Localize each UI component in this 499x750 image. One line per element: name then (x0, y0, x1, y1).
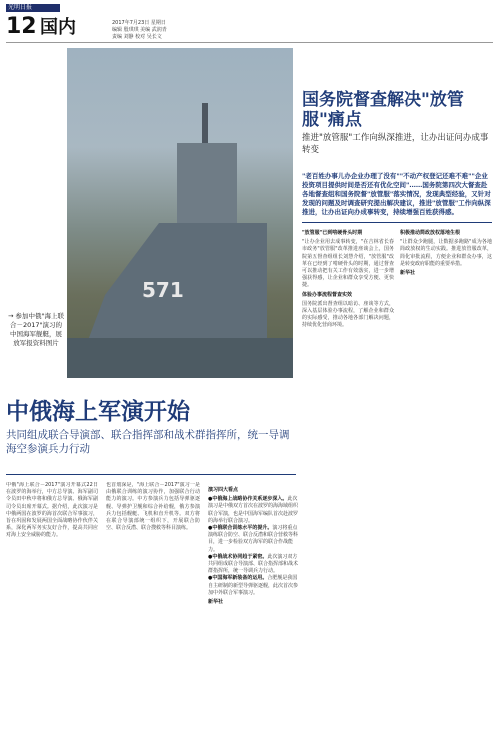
caption-text: 参加中俄"海上联合－2017"演习的中国海军舰艇，展放军报资料图片 (9, 312, 65, 347)
main-article-title: 中俄海上军演开始 (6, 399, 190, 425)
photo-caption (8, 312, 64, 348)
right-article-lead: "老百姓办事儿办企业办理了没有""不动产权登记还难不难""企业投资项目提供时间是否还有优化空间"……国务院第四次大督查赴各地督查组和国务院督"放管服"落实情况，发现典型经验，又针对发现的问题及时调查研究提出解决建议，推进"放管服"工作向纵深推进，让办出证向办成事转变，持续增强百姓获得感。 (302, 172, 491, 216)
right-section-text: "让群众少跑腿，让数据多跑路"成为各地简政放权的生动实践。推进放管服改革，简化审批流程，方便企业和群众办事，这是转变政府职能的重要举措。 (400, 239, 492, 267)
main-article-highlights (208, 485, 298, 608)
right-article-column-2 (400, 228, 492, 744)
ship-superstructure (177, 143, 237, 233)
highlight-item: ●中国海军新装备的运用。合肥舰是我国自主研制的新型导弹驱逐舰，此次首次参加中外联合军事演习。 (208, 575, 299, 596)
right-section-heading: "放管服"已到啃硬骨头时期 (302, 230, 363, 236)
main-article-rule (6, 474, 296, 475)
right-section-text: "让办企业用去成事转变，"在吉林省长春市政务"放管服"改革推进座谈会上，国务院第五督查组组长刘慧介绍，"放管服"改革在已经到了啃硬骨头的时期，通过督查可以推动把有关工作有效落实，进一步增强获得感，让企业和群众享受方便、更快捷。 (302, 239, 394, 289)
header-rule (6, 42, 493, 43)
proofreaders-line: 责编 刘静 校对 吴长文 (112, 34, 162, 40)
right-article-rule (302, 222, 492, 223)
right-section-heading: 积极推动简政放权落地生根 (400, 230, 461, 236)
right-article-subtitle: 推进"放管服"工作向纵深推进，让办出证问办成事转变 (302, 133, 489, 155)
warship-photo (67, 48, 293, 378)
right-article-column-1 (302, 228, 394, 744)
hull-number: 571 (142, 278, 184, 302)
section-title: 国内 (40, 17, 76, 38)
main-article-column-2: 也首划深是，"海上联合－2017"演习一是由俄联合训练的演习协作，加强联合行动能力的演习。中方参演兵力包括导弹驱逐舰、导弹护卫舰和综合补给舰，俄方参演兵力包括舰艇、飞机和直升机等。双方将在联合导演部统一组织下，开展联合防空、联合反潜、联合搜救等科目演练。 (106, 482, 200, 532)
issue-date: 2017年7月23日 星期日 (112, 20, 166, 26)
editors-line: 编辑 殷琪琪 美编 武润青 (112, 27, 167, 33)
highlights-heading: 演习四大看点 (208, 487, 239, 493)
main-article-byline: 新华社 (208, 599, 224, 606)
right-section-text: 国务院派出督查组以暗访、座谈等方式，深入基层体验办事流程，了解企业和群众的实际感受，推动各地各部门解决问题，持续优化营商环境。 (302, 300, 394, 329)
caption-arrow-icon: → (8, 312, 16, 320)
right-article-title: 国务院督查解决"放管服"痛点 (302, 90, 464, 130)
highlight-item: ●中俄战术协同趋于紧密。此次演习双方共同组成联合导演部、联合指挥部和战术群指挥所，统一导调兵力行动。 (208, 553, 299, 575)
main-article-subtitle: 共同组成联合导演部、联合指挥部和战术群指挥所，统一导调海空参演兵力行动 (6, 429, 290, 455)
highlight-item: ●中俄联合训练水平的提升。演习将重点演练联合防空、联合反潜和联合营救等科目，进一步检验双方海军的联合作战能力。 (208, 525, 299, 553)
highlight-item: ●中俄海上战略协作关系逐步深入。此次演习是中俄双方首次在波罗的海海域组织联合军演，也是中国海军编队首次赴波罗的海举行联合演习。 (208, 496, 299, 524)
right-article-byline: 新华社 (400, 270, 416, 277)
top-bar (0, 0, 499, 6)
page-number: 12 (6, 14, 37, 39)
paper-logo: 光明日报 (8, 4, 33, 11)
main-article-column-1: 中俄"海上联合－2017"演习开幕式22日在波罗的海举行，中方总导演、海军副司令员田中秋中将和俄方总导演、俄海军副司令员出席开幕式。据介绍，此次演习是中俄两国在波罗的海首次联合军事演习，旨在巩固和发展两国全面战略协作伙伴关系，深化两军务实友好合作，提高共同应对海上安全威胁的能力。 (6, 482, 98, 539)
right-section-heading: 体验办事流程督查实效 (302, 291, 353, 298)
sea-water (67, 338, 293, 378)
